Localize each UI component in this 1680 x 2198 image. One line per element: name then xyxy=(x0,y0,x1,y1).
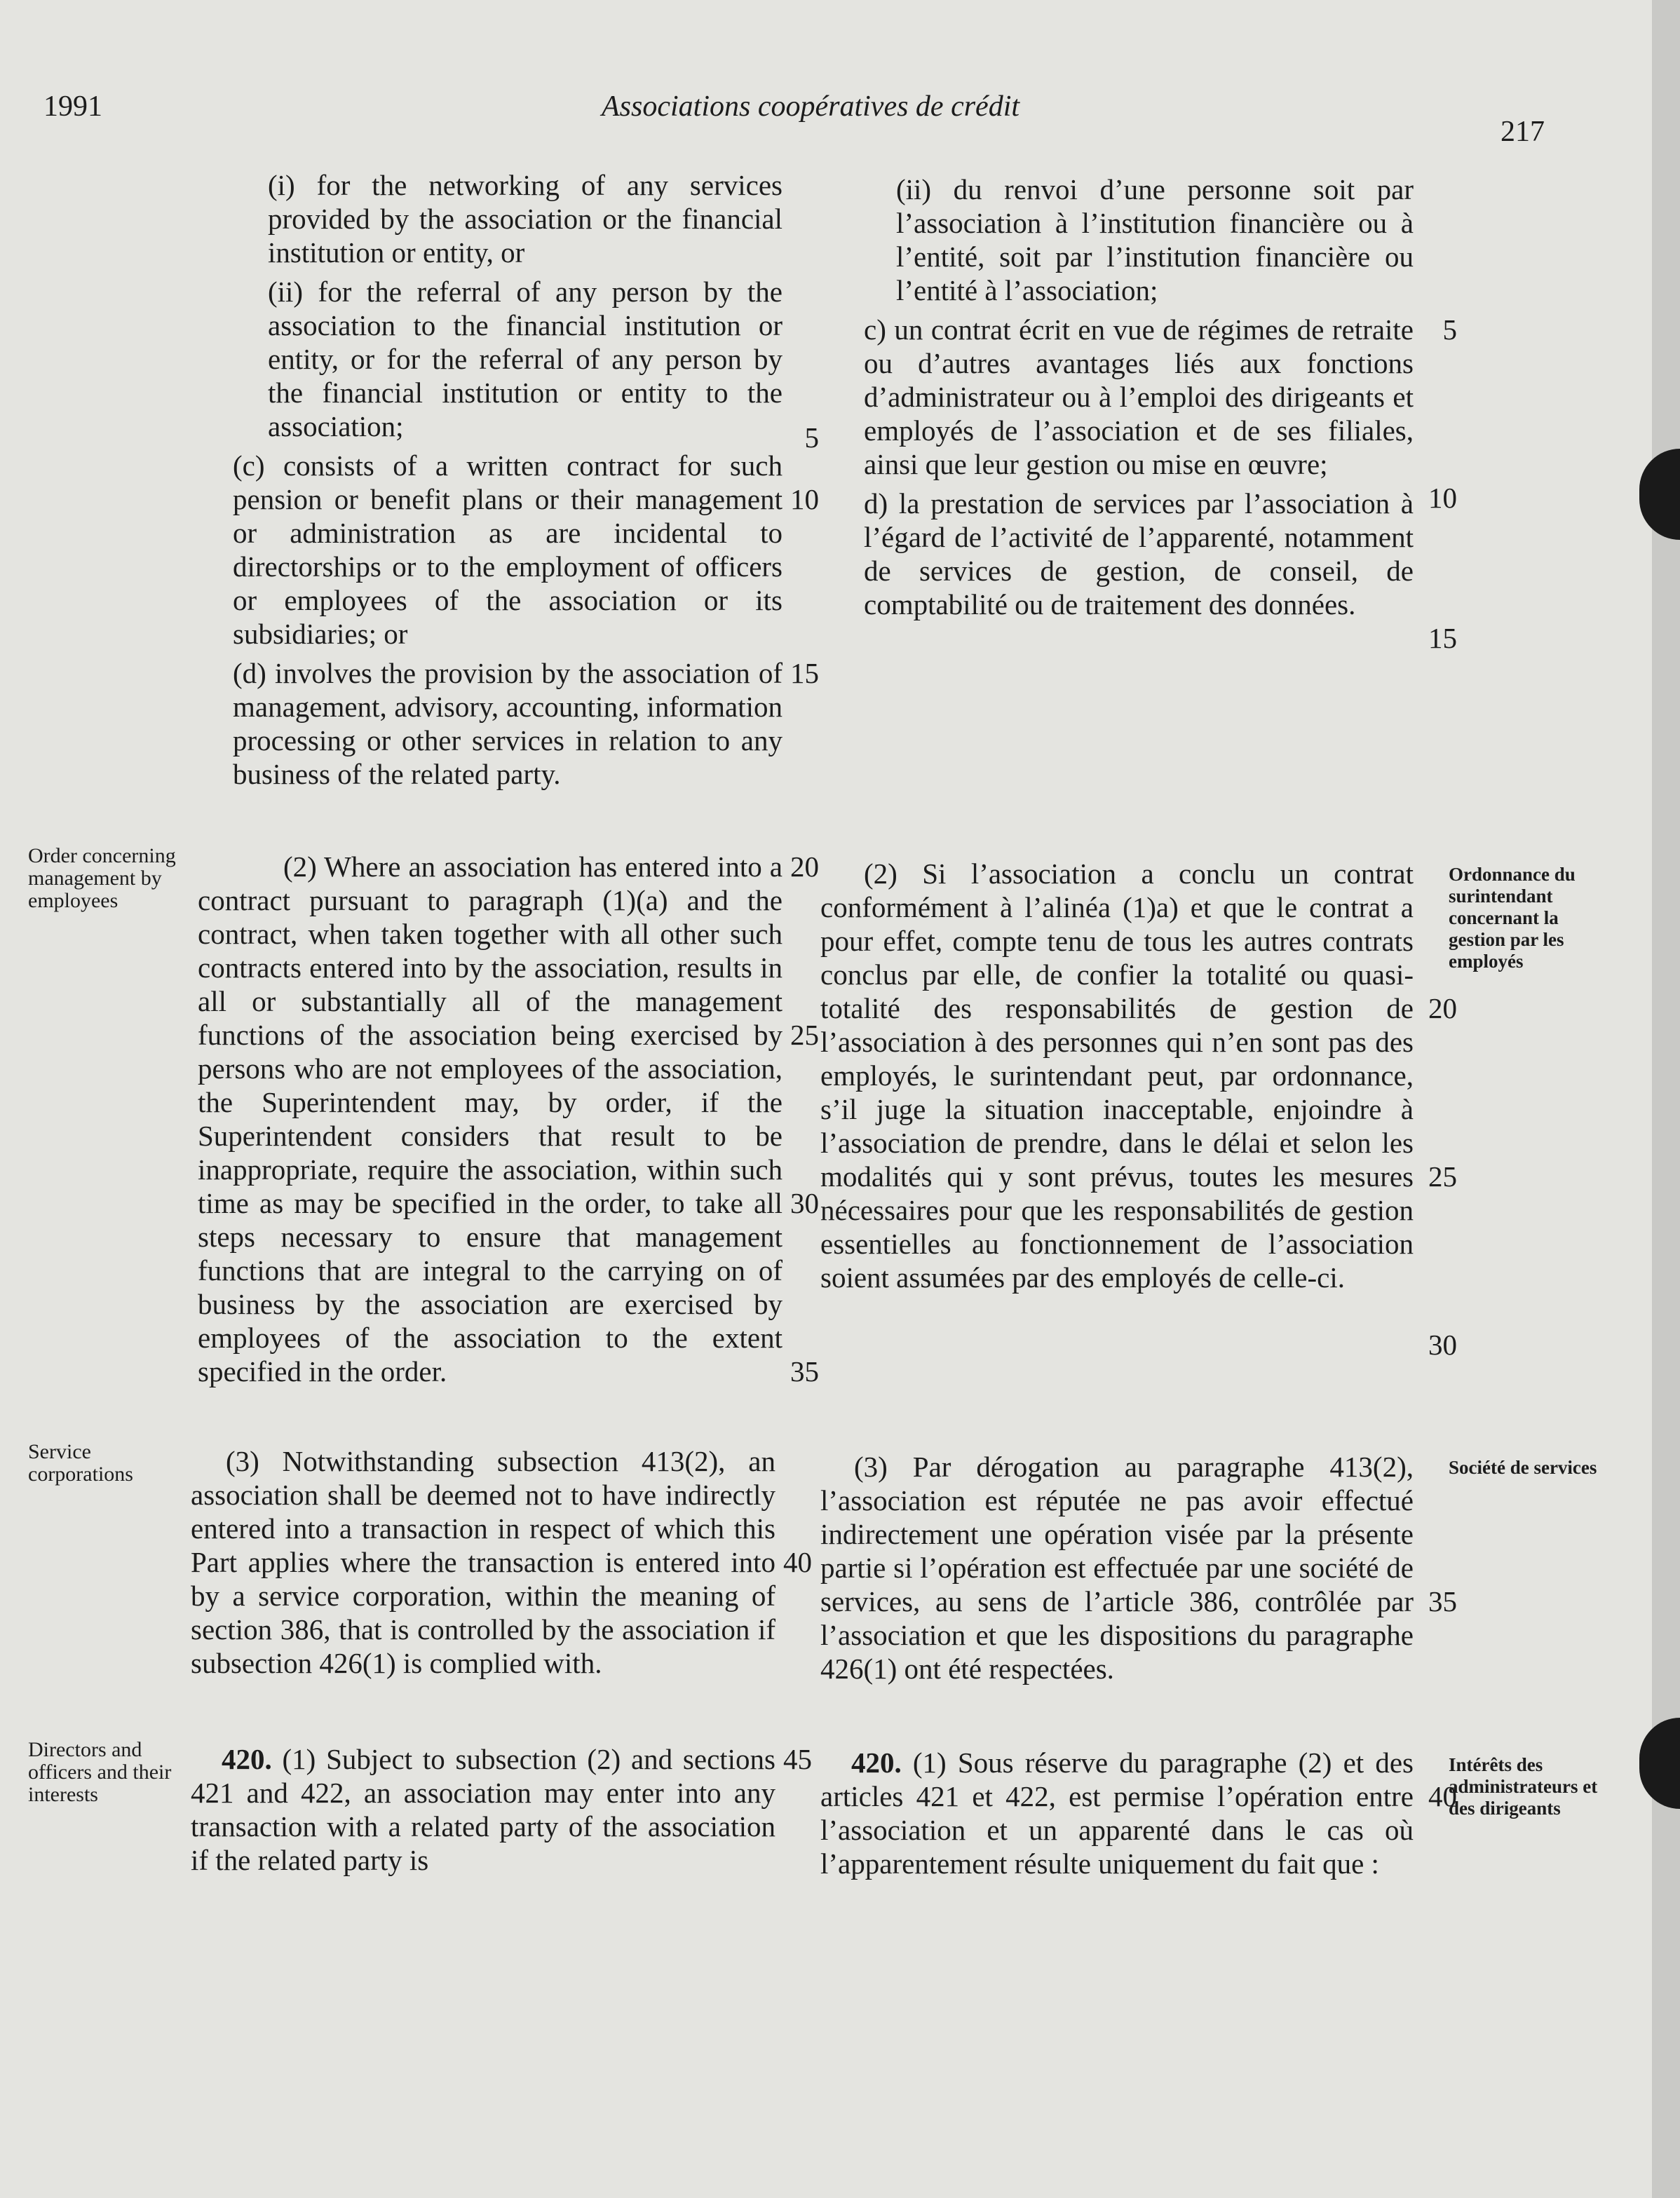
margin-note-fr: Société de services xyxy=(1449,1457,1597,1478)
margin-note-en: Order concerning management by employees xyxy=(28,844,176,912)
section-number: 420. xyxy=(851,1746,902,1779)
running-title: Associations coopératives de crédit xyxy=(602,90,1020,123)
en-subpara-ii: (ii) for the referral of any person by the association to the financial institution or entity, or for the referral of any person by the financial institution or entity to the association; 5 xyxy=(268,276,819,454)
fr-subpara-ii: (ii) du renvoi d’une personne soit par l’association à l’institution financière ou à l’entité, soit par l’institution financière ou l’entité à l’association; xyxy=(896,173,1414,306)
english-subsection-3: (3) Notwithstanding subsection 413(2), an association shall be deemed not to have indirectly entered into a transaction in respect of which this Part applies where the transaction is entered into by a service corporation, within the meaning of section 386, that is controlled by the association if subsection 426(1) is complied with. 40 xyxy=(191,1445,812,1679)
french-top-block xyxy=(820,172,1457,654)
page-year: 1991 xyxy=(43,90,102,123)
french-subsection-2: (2) Si l’association a conclu un contrat conformément à l’alinéa (1)a) et que le contrat a pour effet, compte tenu de tous les autres contrats conclus par elle, de confier la totalité ou quasi-totalité des responsabilités de gestion de l’association à des personnes qui n’en sont pas des employés, le surintendant peut, par ordonnance, s’il juge la situation inacceptable, enjoindre à l’association de prendre, dans le délai et selon les modalités qui y sont prévus, toutes les mesures nécessaires pour que les responsabilités de gestion essentielles au fonctionnement de l’association soient assumées par des employés de celle-ci. 20 25 30 xyxy=(820,857,1457,1361)
line-number: 40 xyxy=(1428,1780,1457,1812)
line-number: 45 xyxy=(783,1743,812,1775)
line-number: 35 xyxy=(790,1355,819,1388)
fr-para-c: c) un contrat écrit en vue de régimes de retraite ou d’autres avantages liés aux fonctions d’administrateur ou à l’emploi des dirigeants et employés de l’association et de ses filiales, ainsi que leur gestion ou mise en œuvre; 5 10 xyxy=(864,313,1457,514)
en-subpara-i: (i) for the networking of any services provided by the association or the financial institution or entity, or xyxy=(268,169,783,269)
line-number: 30 xyxy=(1428,1329,1457,1361)
fr-para-d: d) la prestation de services par l’association à l’égard de l’activité de l’apparenté, notamment de services de gestion, de conseil, de comptabilité ou de traitement des données. 15 xyxy=(864,487,1457,654)
margin-note-fr: Ordonnance du surintendant concernant la gestion par les employés xyxy=(1449,864,1576,972)
margin-note-en: Directors and officers and their interests xyxy=(28,1738,172,1806)
line-number: 10 xyxy=(790,483,819,515)
line-number: 15 xyxy=(790,657,819,689)
line-number: 5 xyxy=(1442,313,1457,346)
line-number: 30 xyxy=(790,1187,819,1219)
binder-tab xyxy=(1639,1718,1680,1809)
line-number: 20 xyxy=(790,850,819,883)
line-number: 15 xyxy=(1428,622,1457,654)
page-number: 217 xyxy=(1501,116,1545,148)
line-number: 20 xyxy=(1428,992,1457,1024)
line-number: 5 xyxy=(804,421,819,454)
line-number: 10 xyxy=(1428,482,1457,514)
line-number: 40 xyxy=(783,1546,812,1578)
page-edge xyxy=(1652,0,1680,2198)
french-section-420: 420. (1) Sous réserve du paragraphe (2) et des articles 421 et 422, est permise l’opération entre l’association et un apparenté dans le cas où l’apparentement résulte uniquement du fait que : 40 xyxy=(820,1746,1457,1880)
english-subsection-2: (2) Where an association has entered into a contract pursuant to paragraph (1)(a) and the contract, when taken together with all other such contracts entered into by the association, results in all or substantially all of the management functions of the association being exercised by persons who are not employees of the association, the Superintendent may, by order, if the Superintendent considers that result to be inappropriate, require the association, within such time as may be specified in the order, to take all steps necessary to ensure that management functions that are integral to the carrying on of business by the association are exercised by employees of the association to the extent specified in the order. 20 25 30 35 xyxy=(198,850,819,1388)
margin-note-fr: Intérêts des administrateurs et des dirigeants xyxy=(1449,1754,1598,1819)
en-para-c: (c) consists of a written contract for such pension or benefit plans or their management or administration as are incidental to directorships or to the employment of officers or employees of the association or its subsidiaries; or 10 xyxy=(233,449,819,650)
english-section-420: 420. (1) Subject to subsection (2) and sections 421 and 422, an association may enter into any transaction with a related party of the association if the related party is 45 xyxy=(191,1743,812,1876)
english-top-block xyxy=(189,168,819,791)
line-number: 25 xyxy=(790,1019,819,1051)
french-subsection-3: (3) Par dérogation au paragraphe 413(2), l’association est réputée ne pas avoir effectué indirectement une opération visée par la présente partie si l’opération est effectuée par une société de services, au sens de l’article 386, contrôlée par l’association et que les dispositions du paragraphe 426(1) ont été respectées. 35 xyxy=(820,1451,1457,1685)
line-number: 35 xyxy=(1428,1585,1457,1617)
binder-tab xyxy=(1639,449,1680,540)
section-number: 420. xyxy=(222,1743,272,1775)
en-para-d: (d) involves the provision by the association of management, advisory, accounting, information processing or other services in relation to any business of the related party. 15 xyxy=(233,657,819,790)
line-number: 25 xyxy=(1428,1160,1457,1193)
margin-note-en: Service corporations xyxy=(28,1440,133,1486)
